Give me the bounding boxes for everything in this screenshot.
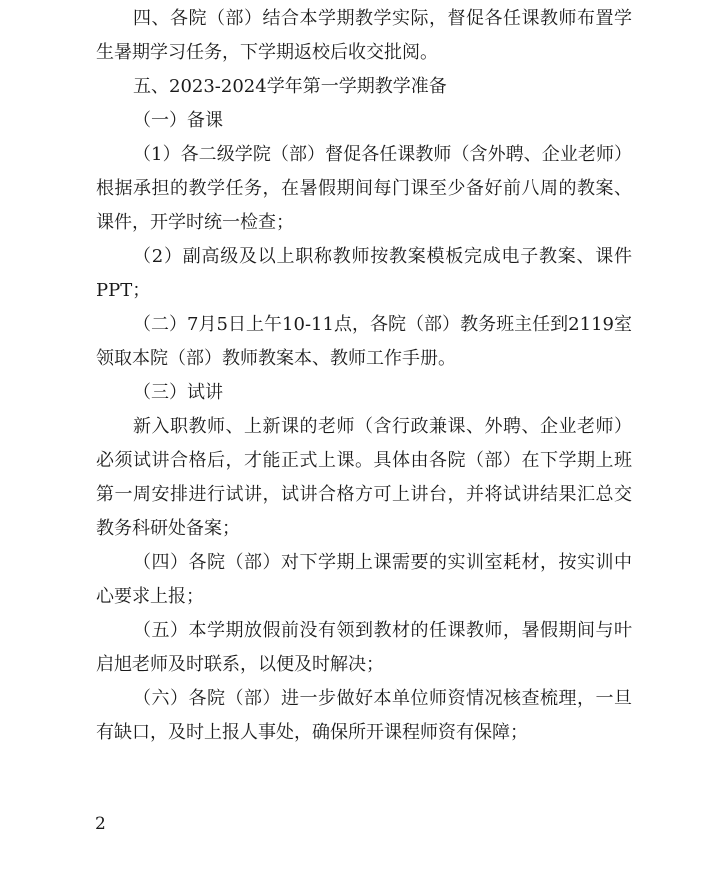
paragraph-item-2: （2）副高级及以上职称教师按教案模板完成电子教案、课件PPT； <box>96 246 632 301</box>
heading-section-5: 五、2023-2024学年第一学期教学准备 <box>133 76 447 97</box>
paragraph-section-6: （六）各院（部）进一步做好本单位师资情况核查梳理，一旦有缺口，及时上报人事处，确保所开课程师资有保障； <box>96 688 632 743</box>
paragraph-section-5: （五）本学期放假前没有领到教材的任课教师，暑假期间与叶启旭老师及时联系，以便及时解决； <box>96 620 632 675</box>
paragraph-section-4: （四）各院（部）对下学期上课需要的实训室耗材，按实训中心要求上报； <box>96 552 632 607</box>
heading-trial-lecture: （三）试讲 <box>133 382 223 403</box>
paragraph-trial-lecture: 新入职教师、上新课的老师（含行政兼课、外聘、企业老师）必须试讲合格后，才能正式上课。具体由各院（部）在下学期上班第一周安排进行试讲，试讲合格方可上讲台，并将试讲结果汇总交教务科研处备案； <box>96 416 632 539</box>
heading-lesson-prep: （一）备课 <box>133 110 223 131</box>
paragraph-item-4: 四、各院（部）结合本学期教学实际，督促各任课教师布置学生暑期学习任务，下学期返校后收交批阅。 <box>96 8 632 63</box>
paragraph-section-2: （二）7月5日上午10-11点，各院（部）教务班主任到2119室领取本院（部）教师教案本、教师工作手册。 <box>96 314 632 369</box>
page-number: 2 <box>95 814 106 834</box>
paragraph-item-1: （1）各二级学院（部）督促各任课教师（含外聘、企业老师）根据承担的教学任务，在暑假期间每门课至少备好前八周的教案、课件，开学时统一检查； <box>96 144 632 233</box>
